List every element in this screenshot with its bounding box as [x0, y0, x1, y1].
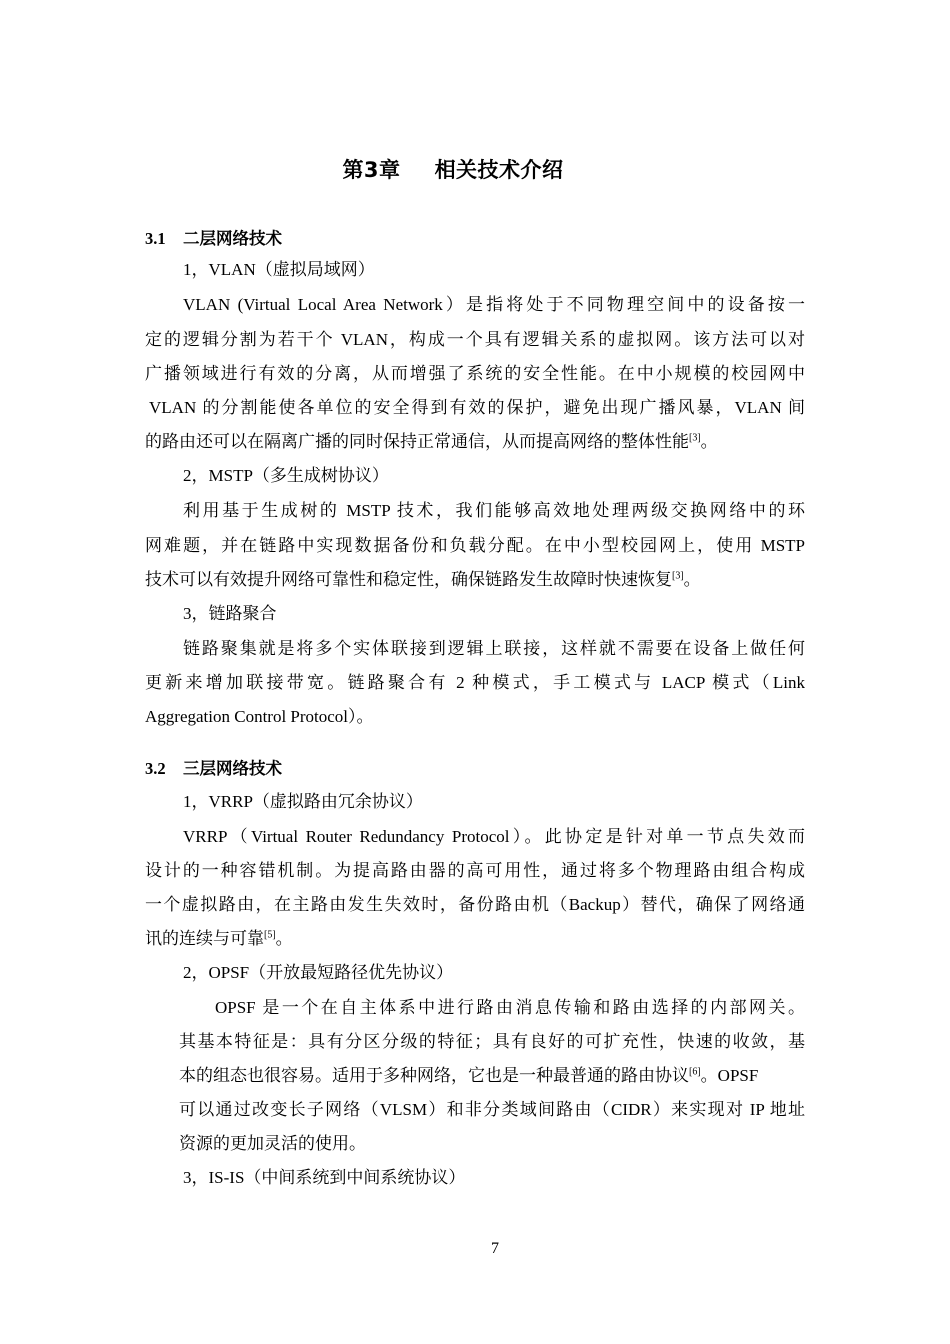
paragraph-line: 更新来增加联接带宽。链路聚合有 2 种模式，手工模式与 LACP 模式（Link: [145, 673, 805, 692]
section-number: 3.2: [145, 759, 166, 778]
paragraph-line: 网难题，并在链路中实现数据备份和负载分配。在中小型校园网上，使用 MSTP: [145, 536, 805, 555]
item-heading-vlan: 1，VLAN（虚拟局域网）: [183, 260, 375, 279]
section-title: 二层网络技术: [183, 229, 282, 248]
paragraph-line: 可以通过改变长子网络（VLSM）和非分类域间路由（CIDR）来实现对 IP 地址: [179, 1100, 805, 1119]
page-number: 7: [491, 1240, 499, 1257]
section-heading-3-2: [145, 755, 282, 779]
paragraph-tail: 。: [683, 570, 701, 589]
paragraph-line: Aggregation Control Protocol）。: [145, 707, 374, 726]
paragraph-text: 本的组态也很容易。适用于多种网络，它也是一种最普通的路由协议: [179, 1066, 689, 1085]
paragraph-line: 广播领域进行有效的分离，从而增强了系统的安全性能。在中小规模的校园网中: [145, 364, 805, 383]
paragraph-line: 利用基于生成树的 MSTP 技术，我们能够高效地处理两级交换网络中的环: [183, 501, 805, 520]
item-heading-opsf: 2，OPSF（开放最短路径优先协议）: [183, 963, 454, 982]
item-heading-link-aggregation: 3，链路聚合: [183, 604, 277, 623]
paragraph-text: 技术可以有效提升网络可靠性和稳定性，确保链路发生故障时快速恢复: [145, 570, 672, 589]
paragraph-tail: 。: [275, 929, 293, 948]
citation: [6]: [689, 1066, 701, 1078]
paragraph-line: OPSF 是一个在自主体系中进行路由消息传输和路由选择的内部网关。: [215, 998, 805, 1017]
citation: [3]: [672, 570, 684, 582]
section-number: 3.1: [145, 229, 166, 248]
paragraph-line: 一个虚拟路由，在主路由发生失效时，备份路由机（Backup）替代，确保了网络通: [145, 895, 805, 914]
paragraph-line: 设计的一种容错机制。为提高路由器的高可用性，通过将多个物理路由组合构成: [145, 861, 805, 880]
paragraph-line: [145, 568, 701, 592]
item-heading-is-is: 3，IS-IS（中间系统到中间系统协议）: [183, 1168, 466, 1187]
paragraph-text: 讯的连续与可靠: [145, 929, 264, 948]
paragraph-line: 链路聚集就是将多个实体联接到逻辑上联接，这样就不需要在设备上做任何: [183, 639, 805, 658]
paragraph-line: 其基本特征是：具有分区分级的特征；具有良好的可扩充性，快速的收敛，基: [179, 1032, 805, 1051]
citation: [3]: [689, 432, 701, 444]
paragraph-line: [145, 927, 293, 951]
item-heading-vrrp: 1，VRRP（虚拟路由冗余协议）: [183, 792, 423, 811]
paragraph-line: VLAN (Virtual Local Area Network）是指将处于不同物理空间中的设备按一: [183, 295, 805, 314]
paragraph-line: 定的逻辑分割为若干个 VLAN，构成一个具有逻辑关系的虚拟网。该方法可以对: [145, 330, 805, 349]
paragraph-text: 的路由还可以在隔离广播的同时保持正常通信，从而提高网络的整体性能: [145, 432, 689, 451]
paragraph-line: VLAN 的分割能使各单位的安全得到有效的保护，避免出现广播风暴，VLAN 间: [149, 398, 805, 417]
paragraph-tail: 。: [700, 432, 718, 451]
paragraph-line: 资源的更加灵活的使用。: [179, 1134, 366, 1153]
paragraph-line: [179, 1064, 758, 1088]
section-title: 三层网络技术: [183, 759, 282, 778]
chapter-title: [0, 154, 906, 184]
section-heading-3-1: [145, 225, 282, 249]
paragraph-line: [145, 430, 718, 454]
paragraph-tail: 。OPSF: [700, 1066, 759, 1085]
paragraph-line: VRRP（Virtual Router Redundancy Protocol）。此协定是针对单一节点失效而: [183, 827, 805, 846]
citation: [5]: [264, 929, 276, 941]
chapter-title-text: 相关技术介绍: [434, 158, 564, 182]
chapter-number: 第3章: [342, 158, 401, 182]
item-heading-mstp: 2，MSTP（多生成树协议）: [183, 466, 389, 485]
